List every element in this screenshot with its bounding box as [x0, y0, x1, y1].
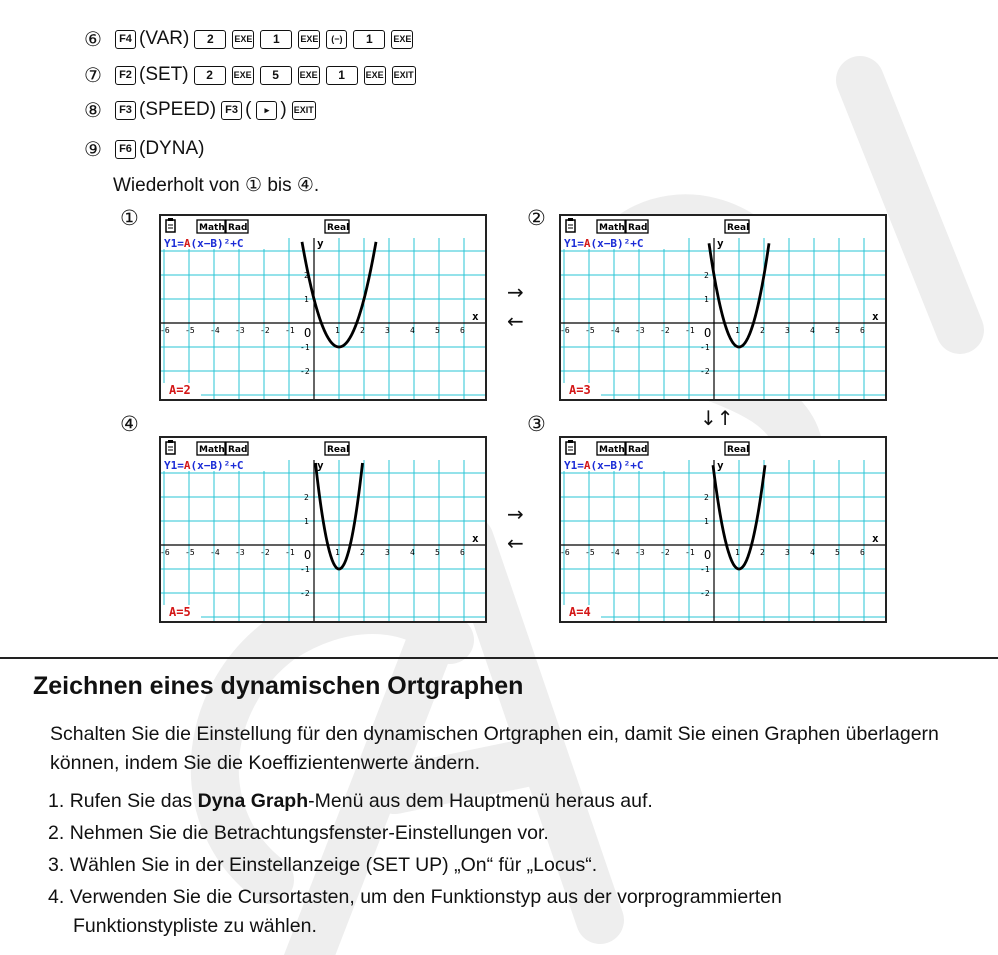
screen-4-label: ④: [120, 413, 139, 436]
instruction-item: [48, 881, 948, 939]
instruction-text: Rufen Sie das: [69, 790, 198, 812]
step-number: ⑥: [84, 28, 102, 51]
status-math: Math: [199, 223, 225, 233]
x-tick-label: -2: [660, 548, 670, 557]
key-caption: (: [245, 99, 252, 120]
key-icon: EXE: [232, 30, 254, 49]
instruction-number: 2.: [48, 822, 70, 844]
x-tick-label: -4: [610, 548, 620, 557]
key-caption: (SPEED): [139, 99, 217, 120]
x-tick-label: 5: [835, 326, 840, 335]
y-tick-label: 2: [704, 493, 709, 502]
x-tick-label: -6: [160, 548, 170, 557]
x-tick-label: -5: [185, 548, 195, 557]
x-tick-label: 3: [785, 326, 790, 335]
x-tick-label: -3: [235, 326, 245, 335]
key-icon: EXE: [298, 30, 320, 49]
x-tick-label: 2: [760, 548, 765, 557]
x-tick-label: -1: [285, 326, 295, 335]
key-icon: EXIT: [392, 66, 416, 85]
key-icon: 2: [194, 30, 226, 49]
key-icon: (−): [326, 30, 347, 49]
x-tick-label: -5: [585, 326, 595, 335]
status-math: Math: [599, 223, 625, 233]
x-axis-label: x: [872, 532, 879, 545]
coefficient-a-value: A=3: [569, 383, 591, 397]
key-icon: F3: [115, 101, 136, 120]
instruction-text: Nehmen Sie die Betrachtungsfenster-Einstellungen vor.: [69, 822, 549, 844]
screen-2-label: ②: [527, 207, 546, 230]
x-tick-label: -4: [610, 326, 620, 335]
section-title: Zeichnen eines dynamischen Ortgraphen: [33, 672, 524, 700]
status-rad: Rad: [228, 223, 248, 233]
instruction-number: 3.: [48, 854, 70, 876]
x-tick-label: -3: [235, 548, 245, 557]
key-caption: (DYNA): [139, 138, 205, 159]
status-rad: Rad: [628, 223, 648, 233]
step-number: ⑦: [84, 64, 102, 87]
repeat-note: Wiederholt von ① bis ④.: [113, 175, 320, 196]
x-tick-label: 2: [360, 326, 365, 335]
instruction-item: [48, 785, 948, 817]
arrow-down-up: ↓↑: [700, 406, 734, 430]
x-tick-label: -1: [685, 548, 695, 557]
x-tick-label: 1: [735, 326, 740, 335]
x-tick-label: 6: [460, 326, 465, 335]
status-real: Real: [727, 445, 750, 455]
origin-label: O: [304, 548, 312, 562]
section-intro: Schalten Sie die Einstellung für den dynamischen Ortgraphen ein, damit Sie einen Graphen überlagern können, indem Sie die Koeffizientenwerte ändern.: [50, 723, 939, 774]
menu-name: Dyna Graph: [197, 790, 309, 812]
step-row: [84, 26, 416, 52]
calculator-screen-a2: [159, 214, 487, 401]
x-tick-label: 4: [810, 548, 815, 557]
coefficient-a-value: A=2: [169, 383, 191, 397]
y-tick-label: -1: [300, 565, 310, 574]
step-row: [84, 62, 419, 88]
key-icon: 1: [260, 30, 292, 49]
x-tick-label: 6: [460, 548, 465, 557]
x-tick-label: -2: [260, 326, 270, 335]
key-icon: 5: [260, 66, 292, 85]
key-icon: EXIT: [292, 101, 316, 120]
calculator-screen-a5: [159, 436, 487, 623]
x-tick-label: 2: [760, 326, 765, 335]
arrow-left-bottom: ←: [507, 531, 524, 555]
grid: [161, 238, 485, 399]
key-icon: 2: [194, 66, 226, 85]
y-tick-label: -2: [700, 589, 710, 598]
y-tick-label: 2: [304, 271, 309, 280]
x-tick-label: -2: [260, 548, 270, 557]
key-icon: EXE: [364, 66, 386, 85]
key-icon: EXE: [298, 66, 320, 85]
x-tick-label: 3: [385, 326, 390, 335]
x-tick-label: 4: [410, 326, 415, 335]
x-tick-label: 5: [435, 548, 440, 557]
y-tick-label: -2: [300, 367, 310, 376]
key-icon: 1: [353, 30, 385, 49]
x-tick-label: 4: [410, 548, 415, 557]
x-tick-label: -6: [160, 326, 170, 335]
step-number: ⑨: [84, 138, 102, 161]
key-icon: 1: [326, 66, 358, 85]
y-tick-label: 1: [304, 517, 309, 526]
arrow-right-bottom: →: [507, 502, 524, 526]
function-text: Y1=A(x−B)²+C: [564, 459, 644, 472]
y-tick-label: -1: [700, 343, 710, 352]
origin-label: O: [704, 548, 712, 562]
instruction-number: 1.: [48, 790, 70, 812]
arrow-left-top: ←: [507, 309, 524, 333]
x-tick-label: -5: [585, 548, 595, 557]
key-caption: ): [280, 99, 287, 120]
y-tick-label: -2: [700, 367, 710, 376]
step-row: [84, 136, 206, 162]
x-tick-label: -1: [285, 548, 295, 557]
status-math: Math: [199, 445, 225, 455]
y-tick-label: -1: [300, 343, 310, 352]
function-text: Y1=A(x−B)²+C: [164, 459, 244, 472]
key-icon: F4: [115, 30, 136, 49]
x-axis-label: x: [472, 310, 479, 323]
y-axis-label: y: [317, 459, 324, 472]
x-tick-label: -2: [660, 326, 670, 335]
x-tick-label: 3: [785, 548, 790, 557]
arrow-right-top: →: [507, 280, 524, 304]
x-tick-label: 6: [860, 548, 865, 557]
origin-label: O: [704, 326, 712, 340]
grid: [161, 460, 485, 621]
x-axis-label: x: [472, 532, 479, 545]
x-tick-label: -3: [635, 326, 645, 335]
coefficient-a-value: A=4: [569, 605, 591, 619]
status-real: Real: [327, 223, 350, 233]
x-tick-label: 1: [735, 548, 740, 557]
x-tick-label: 1: [335, 548, 340, 557]
y-tick-label: 2: [304, 493, 309, 502]
x-tick-label: -4: [210, 548, 220, 557]
y-tick-label: 1: [704, 517, 709, 526]
key-caption: (VAR): [139, 28, 190, 49]
y-axis-label: y: [317, 237, 324, 250]
y-tick-label: -1: [700, 565, 710, 574]
instruction-text: -Menü aus dem Hauptmenü heraus auf.: [308, 790, 653, 812]
function-text: Y1=A(x−B)²+C: [564, 237, 644, 250]
x-tick-label: 3: [385, 548, 390, 557]
x-tick-label: 2: [360, 548, 365, 557]
x-tick-label: -3: [635, 548, 645, 557]
x-tick-label: -5: [185, 326, 195, 335]
key-icon: EXE: [232, 66, 254, 85]
key-icon: F6: [115, 140, 136, 159]
coefficient-a-value: A=5: [169, 605, 191, 619]
x-tick-label: 6: [860, 326, 865, 335]
instruction-continuation: Funktionstypliste zu wählen.: [73, 915, 317, 937]
x-tick-label: 5: [835, 548, 840, 557]
calculator-screen-a4: [559, 436, 887, 623]
screen-1-label: ①: [120, 207, 139, 230]
calculator-screen-a3: [559, 214, 887, 401]
step-number: ⑧: [84, 99, 102, 122]
instruction-number: 4.: [48, 886, 70, 908]
status-rad: Rad: [628, 445, 648, 455]
x-tick-label: 1: [335, 326, 340, 335]
status-math: Math: [599, 445, 625, 455]
status-rad: Rad: [228, 445, 248, 455]
status-real: Real: [727, 223, 750, 233]
key-icon: ▸: [256, 101, 277, 120]
key-icon: F3: [221, 101, 242, 120]
x-tick-label: -6: [560, 548, 570, 557]
y-tick-label: 1: [304, 295, 309, 304]
step-row: [84, 97, 319, 123]
key-caption: (SET): [139, 64, 189, 85]
y-tick-label: -2: [300, 589, 310, 598]
x-tick-label: 5: [435, 326, 440, 335]
y-axis-label: y: [717, 459, 724, 472]
x-tick-label: -6: [560, 326, 570, 335]
x-tick-label: -4: [210, 326, 220, 335]
x-tick-label: 4: [810, 326, 815, 335]
grid: [561, 460, 885, 621]
y-tick-label: 2: [704, 271, 709, 280]
origin-label: O: [304, 326, 312, 340]
instruction-item: [48, 849, 948, 881]
y-tick-label: 1: [704, 295, 709, 304]
instruction-list: [48, 785, 948, 939]
status-real: Real: [327, 445, 350, 455]
instruction-text: Verwenden Sie die Cursortasten, um den Funktionstyp aus der vorprogrammierten: [69, 886, 782, 908]
key-icon: EXE: [391, 30, 413, 49]
function-text: Y1=A(x−B)²+C: [164, 237, 244, 250]
x-axis-label: x: [872, 310, 879, 323]
instruction-item: [48, 817, 948, 849]
section-divider: [0, 657, 998, 659]
screen-3-label: ③: [527, 413, 546, 436]
y-axis-label: y: [717, 237, 724, 250]
key-icon: F2: [115, 66, 136, 85]
instruction-text: Wählen Sie in der Einstellanzeige (SET UP) „On“ für „Locus“.: [69, 854, 598, 876]
x-tick-label: -1: [685, 326, 695, 335]
